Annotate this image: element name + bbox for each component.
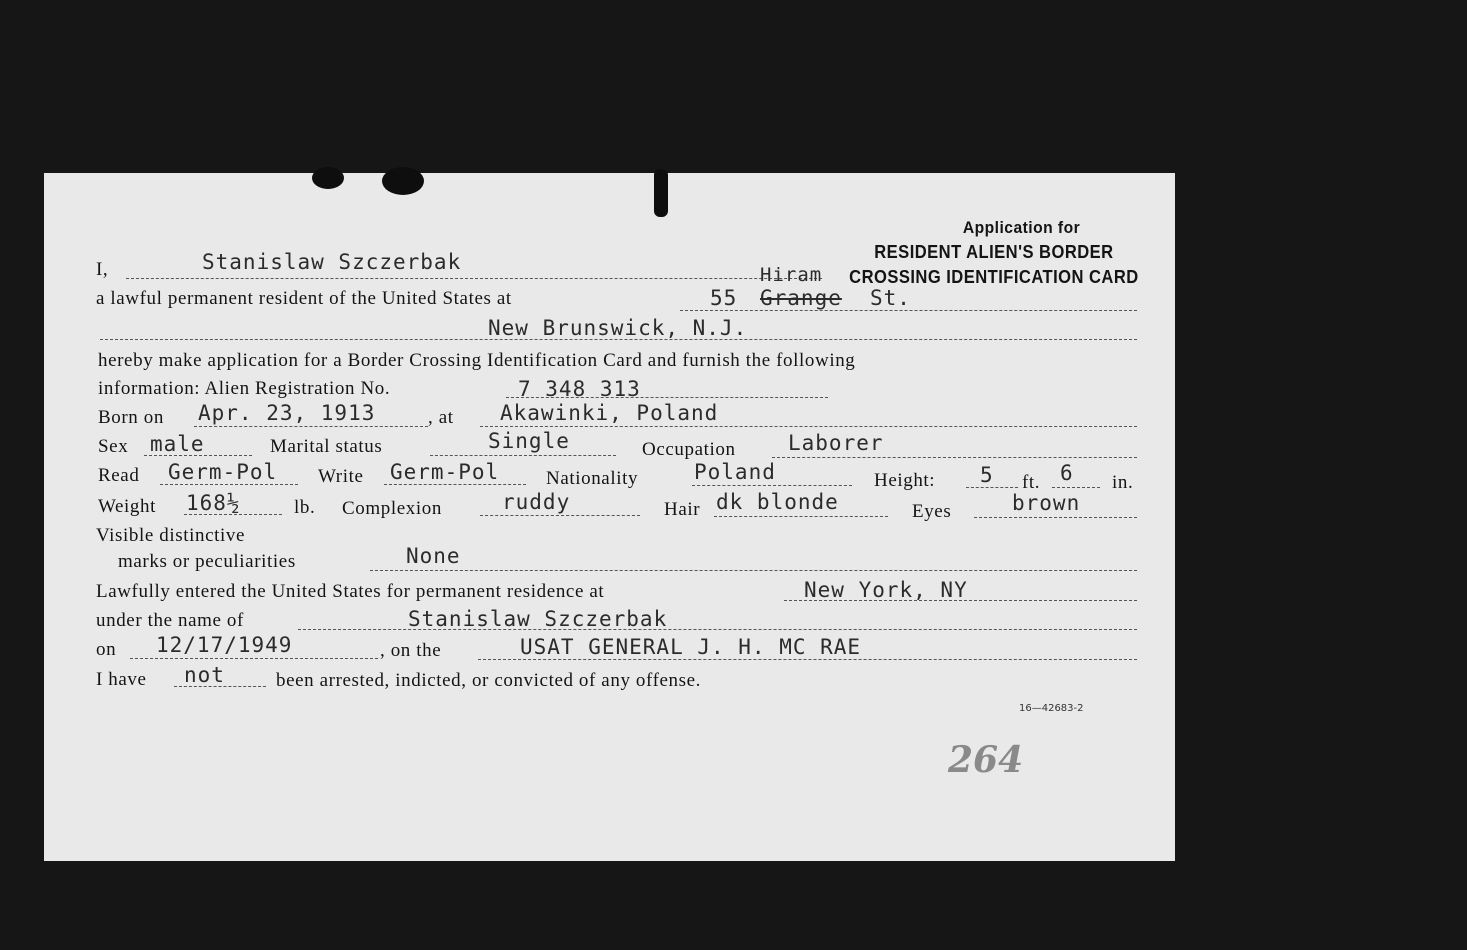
street-suffix: St. [870,286,911,310]
border-crossing-card [44,173,1175,861]
label-marital-status: Marital status [270,436,383,457]
write-languages: Germ-Pol [390,460,500,484]
line-occupation [772,457,1137,458]
label-in: in. [1112,472,1134,493]
line-height-ft [966,487,1018,488]
label-ft: ft. [1022,472,1041,493]
sex: male [150,432,205,456]
line-complexion [480,515,640,516]
port-of-entry: New York, NY [804,578,968,602]
label-arrested: been arrested, indicted, or convicted of any offense. [276,670,702,691]
line-eyes [974,517,1137,518]
street-number: 55 [710,286,738,310]
label-information: information: Alien Registration No. [98,378,391,399]
label-hereby: hereby make application for a Border Crossing Identification Card and furnish the following [98,350,856,371]
label-occupation: Occupation [642,439,736,460]
label-born-on: Born on [98,407,164,428]
city: New Brunswick, N.J. [488,316,748,340]
label-resident: a lawful permanent resident of the United States at [96,288,512,309]
label-eyes: Eyes [912,501,952,522]
label-i: I, [96,259,109,280]
label-i-have: I have [96,669,147,690]
damage-mark [382,167,424,195]
entry-date: 12/17/1949 [156,633,293,657]
line-address [680,310,1137,311]
nationality: Poland [694,460,776,484]
line-read [160,484,298,485]
marks: None [406,544,461,568]
damage-mark [312,167,344,189]
height-inches: 6 [1060,461,1074,485]
form-number: 16—42683-2 [1019,703,1084,714]
card-header [850,215,1139,290]
line-marital-status [430,455,616,456]
line-height-in [1052,487,1100,488]
entry-name: Stanislaw Szczerbak [408,607,668,631]
height-feet: 5 [980,463,994,487]
label-marks: marks or peculiarities [118,551,296,572]
street-struck: Grange [760,286,842,310]
label-write: Write [318,466,364,487]
label-height: Height: [874,470,936,491]
label-read: Read [98,465,140,486]
line-nationality [692,485,852,486]
arrested: not [184,663,225,687]
header-line-1: Application for [963,218,1081,237]
label-hair: Hair [664,499,701,520]
line-birth-place [480,426,1137,427]
line-marks [370,570,1137,571]
label-complexion: Complexion [342,498,442,519]
label-at: , at [428,407,454,428]
line-vessel [478,659,1137,660]
line-entry-date [130,658,378,659]
alien-reg-no: 7 348 313 [518,377,641,401]
label-on-the: , on the [380,640,442,661]
applicant-name: Stanislaw Szczerbak [202,250,462,274]
birth-date: Apr. 23, 1913 [198,401,376,425]
label-lb: lb. [294,497,316,518]
vessel: USAT GENERAL J. H. MC RAE [520,635,862,659]
damage-mark [654,169,668,217]
label-visible: Visible distinctive [96,525,246,546]
header-line-3: CROSSING IDENTIFICATION CARD [849,267,1139,287]
label-under-name: under the name of [96,610,244,631]
label-sex: Sex [98,436,129,457]
stamp-number: 264 [948,739,1024,781]
line-birth-date [194,426,428,427]
label-weight: Weight [98,496,157,517]
weight: 168½ [186,491,241,515]
hair: dk blonde [716,490,839,514]
birth-place: Akawinki, Poland [500,401,719,425]
line-name [126,278,822,279]
read-languages: Germ-Pol [168,460,278,484]
header-line-2: RESIDENT ALIEN'S BORDER [874,242,1114,262]
eyes: brown [1012,491,1081,515]
label-nationality: Nationality [546,468,639,489]
marital-status: Single [488,429,570,453]
label-lawfully: Lawfully entered the United States for permanent residence at [96,581,605,602]
street-insert: Hiram [760,264,823,286]
line-hair [714,516,888,517]
occupation: Laborer [788,431,884,455]
label-on: on [96,639,117,660]
line-write [384,484,526,485]
complexion: ruddy [502,490,571,514]
